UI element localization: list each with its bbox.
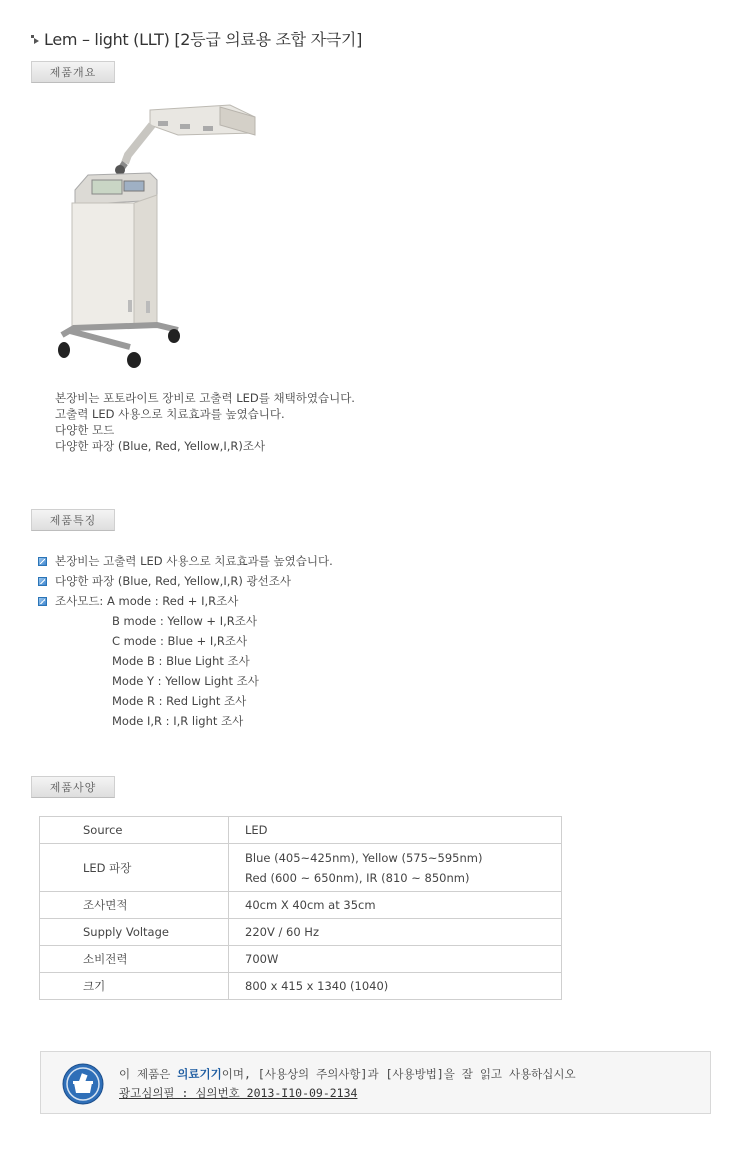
page-title-text: Lem – light (LLT) [2등급 의료용 조합 자극기] <box>44 30 363 49</box>
mode-item: B mode : Yellow + I,R조사 <box>112 614 257 628</box>
notice-text: 이 제품은 <box>119 1067 178 1081</box>
table-row <box>40 919 562 946</box>
device-image <box>40 95 270 375</box>
feature-text: 다양한 파장 (Blue, Red, Yellow,I,R) 광선조사 <box>55 574 291 588</box>
feature-text: 본장비는 고출력 LED 사용으로 치료효과를 높였습니다. <box>55 554 333 568</box>
spec-key: 소비전력 <box>40 946 229 973</box>
spec-table <box>39 816 562 1000</box>
checkbox-bullet-icon <box>38 557 47 566</box>
intro-line: 본장비는 포토라이트 장비로 고출력 LED를 채택하였습니다. <box>55 391 355 405</box>
list-item <box>38 591 333 611</box>
intro-line: 다양한 모드 <box>55 423 115 437</box>
bullet-arrow-icon <box>30 33 40 45</box>
table-row <box>40 844 562 892</box>
spec-key: Supply Voltage <box>40 919 229 946</box>
tab-specs: 제품사양 <box>31 776 115 798</box>
mode-list <box>112 611 333 731</box>
ad-review-number: 광고심의필 : 심의번호 2013-I10-09-2134 <box>119 1086 358 1100</box>
checkbox-bullet-icon <box>38 577 47 586</box>
spec-key: 조사면적 <box>40 892 229 919</box>
table-row <box>40 817 562 844</box>
spec-key: LED 파장 <box>40 844 229 892</box>
intro-line: 다양한 파장 (Blue, Red, Yellow,I,R)조사 <box>55 439 266 453</box>
spec-value <box>229 844 562 892</box>
feature-text: 조사모드: A mode : Red + I,R조사 <box>55 594 239 608</box>
checkbox-bullet-icon <box>38 597 47 606</box>
table-row <box>40 973 562 1000</box>
spec-value: 220V / 60 Hz <box>229 919 562 946</box>
page-title <box>30 27 362 50</box>
spec-key: Source <box>40 817 229 844</box>
spec-value: LED <box>229 817 562 844</box>
table-row <box>40 892 562 919</box>
spec-value-line: Blue (405~425nm), Yellow (575~595nm) <box>245 850 483 865</box>
table-row <box>40 946 562 973</box>
tab-overview: 제품개요 <box>31 61 115 83</box>
feature-list <box>38 551 333 731</box>
intro-text <box>55 390 355 454</box>
mode-item: Mode Y : Yellow Light 조사 <box>112 674 259 688</box>
mode-item: C mode : Blue + I,R조사 <box>112 634 248 648</box>
medical-device-notice <box>40 1051 711 1114</box>
spec-value-line: Red (600 ~ 650nm), IR (810 ~ 850nm) <box>245 870 470 885</box>
list-item <box>38 571 333 591</box>
list-item <box>38 551 333 571</box>
notice-line <box>119 1066 576 1082</box>
medical-device-icon <box>62 1063 104 1105</box>
intro-line: 고출력 LED 사용으로 치료효과를 높였습니다. <box>55 407 285 421</box>
spec-value: 40cm X 40cm at 35cm <box>229 892 562 919</box>
tab-features: 제품특징 <box>31 509 115 531</box>
notice-highlight: 의료기기 <box>177 1067 222 1081</box>
mode-item: Mode B : Blue Light 조사 <box>112 654 250 668</box>
spec-key: 크기 <box>40 973 229 1000</box>
mode-item: Mode I,R : I,R light 조사 <box>112 714 244 728</box>
spec-value: 800 x 415 x 1340 (1040) <box>229 973 562 1000</box>
notice-text: 이며, [사용상의 주의사항]과 [사용방법]을 잘 읽고 사용하십시오 <box>221 1067 576 1081</box>
mode-item: Mode R : Red Light 조사 <box>112 694 247 708</box>
spec-value: 700W <box>229 946 562 973</box>
